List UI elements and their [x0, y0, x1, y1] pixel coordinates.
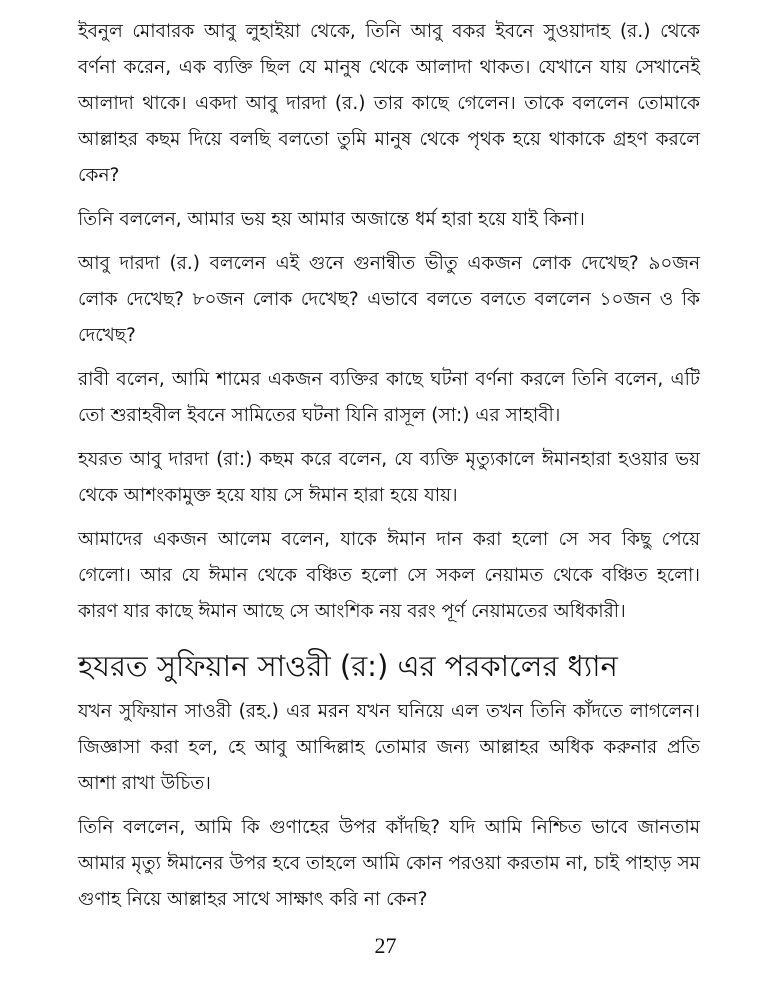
page-number: 27	[374, 933, 397, 958]
document-page	[78, 14, 700, 926]
paragraph-abu-darda-question: আবু দারদা (র.) বললেন এই গুনে গুনান্বীত ভীতু একজন লোক দেখেছ? ৯০জন লোক দেখেছ? ৮০জন লোক দেখেছ? এভাবে বলতে বলতে বললেন ১০জন ও কি দেখেছ?	[78, 253, 700, 346]
paragraph-fear-of-losing-faith: তিনি বললেন, আমার ভয় হয় আমার অজান্তে ধর্ম হারা হয়ে যাই কিনা।	[78, 209, 585, 230]
paragraph-ibnul-mubarak-narration: ইবনুল মোবারক আবু লুহাইয়া থেকে, তিনি আবু বকর ইবনে সুওয়াদাহ (র.) থেকে বর্ণনা করেন, এক ব্যক্তি ছিল যে মানুষ থেকে আলাদা থাকত। যেখানে যায় সেখানেই আলাদা থাকে। একদা আবু দারদা (র.) তার কাছে গেলেন। তাকে বললেন তোমাকে আল্লাহর কছম দিয়ে বলছি বলতো তুমি মানুষ থেকে পৃথক হয়ে থাকাকে গ্রহণ করলে কেন?	[78, 21, 700, 186]
paragraph-sufyan-crying: যখন সুফিয়ান সাওরী (রহ.) এর মরন যখন ঘনিয়ে এল তখন তিনি কাঁদতে লাগলেন। জিজ্ঞাসা করা হল, হে আবু আব্দিল্লাহ তোমার জন্য আল্লাহর অধিক করুনার প্রতি আশা রাখা উচিত।	[78, 701, 700, 794]
section-heading: হযরত সুফিয়ান সাওরী (র:) এর পরকালের ধ্যান	[78, 649, 618, 683]
paragraph-abu-darda-oath: হযরত আবু দারদা (রা:) কছম করে বলেন, যে ব্যক্তি মৃত্যুকালে ঈমানহারা হওয়ার ভয় থেকে আশংকামুক্ত হয়ে যায় সে ঈমান হারা হয়ে যায়।	[78, 449, 700, 506]
paragraph-sufyan-answer: তিনি বললেন, আমি কি গুণাহের উপর কাঁদছি? যদি আমি নিশ্চিত ভাবে জানতাম আমার মৃত্যু ঈমানের উপর হবে তাহলে আমি কোন পরওয়া করতাম না, চাই পাহাড় সম গুণাহ নিয়ে আল্লাহর সাথে সাক্ষাৎ করি না কেন?	[78, 817, 700, 910]
paragraph-rabi-narration: রাবী বলেন, আমি শামের একজন ব্যক্তির কাছে ঘটনা বর্ণনা করলে তিনি বলেন, এটি তো শুরাহবীল ইবনে সামিতের ঘটনা যিনি রাসূল (সা:) এর সাহাবী।	[78, 369, 700, 426]
paragraph-scholar-saying: আমাদের একজন আলেম বলেন, যাকে ঈমান দান করা হলো সে সব কিছু পেয়ে গেলো। আর যে ঈমান থেকে বঞ্চিত হলো সে সকল নেয়ামত থেকে বঞ্চিত হলো। কারণ যার কাছে ঈমান আছে সে আংশিক নয় বরং পূর্ণ নেয়ামতের অধিকারী।	[78, 529, 700, 622]
